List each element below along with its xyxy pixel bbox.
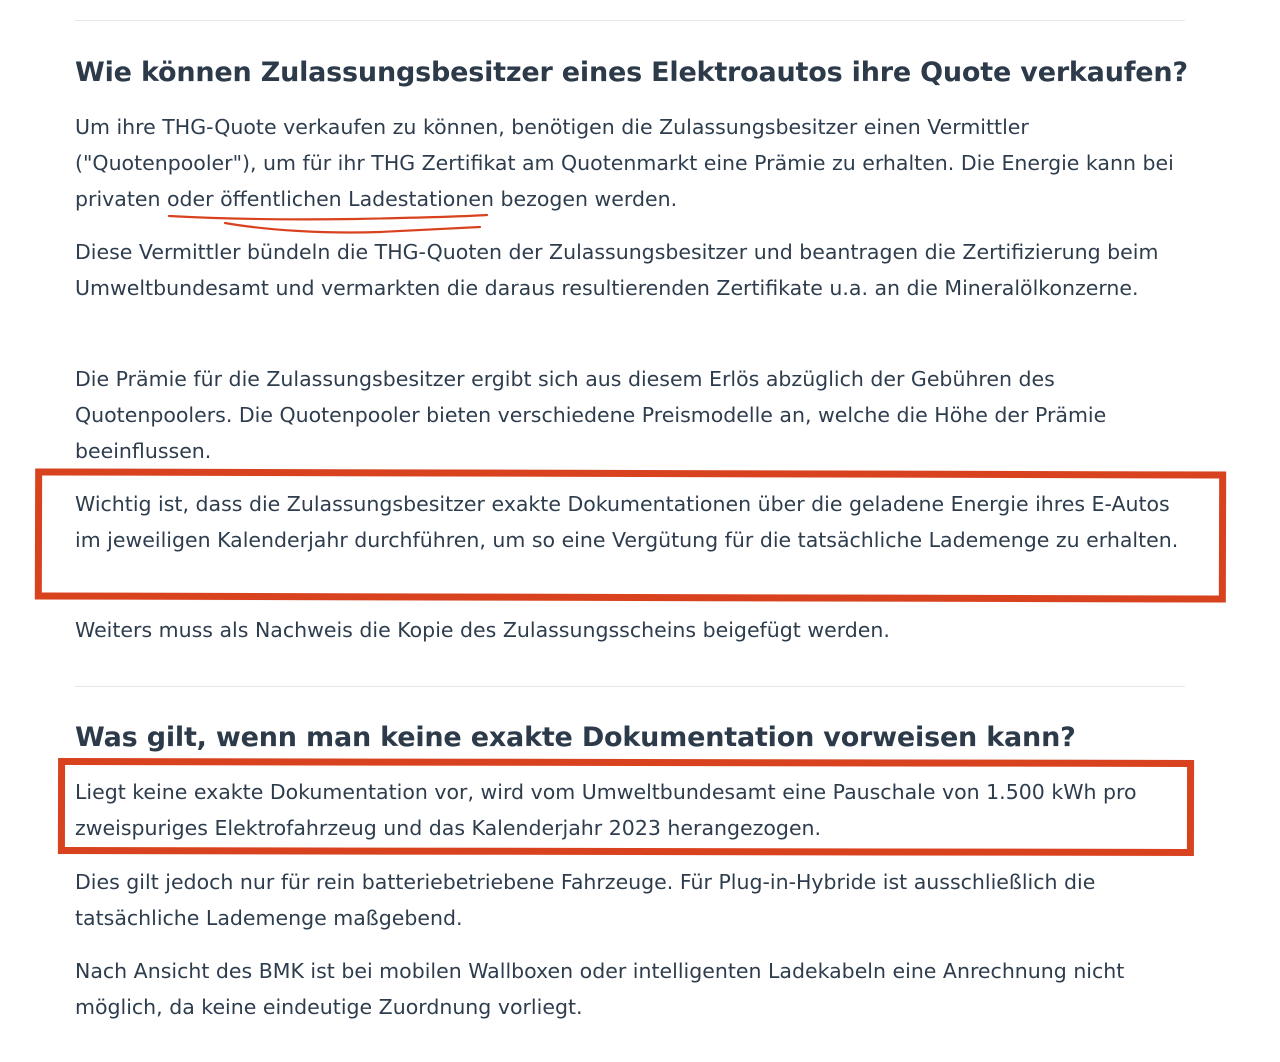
paragraph-bmk: Nach Ansicht des BMK ist bei mobilen Wallboxen oder intelligenten Ladekabeln eine Anrechnung nicht möglich, da keine eindeutige Zuordnung vorliegt. <box>75 959 1125 1019</box>
paragraph-pauschale: Liegt keine exakte Dokumentation vor, wird vom Umweltbundesamt eine Pauschale von 1.500 kWh pro zweispuriges Elektrofahrzeug und das Kalenderjahr 2023 herangezogen. <box>75 780 1137 840</box>
paragraph-nachweis: Weiters muss als Nachweis die Kopie des Zulassungsscheins beigefügt werden. <box>75 618 890 642</box>
paragraph-quotenpooler: Um ihre THG-Quote verkaufen zu können, benötigen die Zulassungsbesitzer einen Vermittler ("Quotenpooler"), um für ihr THG Zertifikat am Quotenmarkt eine Prämie zu erhalten. Die Energie kann bei privaten oder öffentlichen Ladestationen bezogen werden. <box>75 115 1174 211</box>
highlight-box-dokumentation <box>35 468 1226 602</box>
paragraph-praemie: Die Prämie für die Zulassungsbesitzer ergibt sich aus diesem Erlös abzüglich der Gebühren des Quotenpoolers. Die Quotenpooler bieten verschiedene Preismodelle an, welche die Höhe der Prämie beeinflussen. <box>75 367 1107 463</box>
paragraph-batteriebetrieben: Dies gilt jedoch nur für rein batteriebetriebene Fahrzeuge. Für Plug-in-Hybride ist ausschließlich die tatsächliche Lademenge maßgebend. <box>75 870 1096 930</box>
paragraph-vermittler: Diese Vermittler bündeln die THG-Quoten der Zulassungsbesitzer und beantragen die Zertifizierung beim Umweltbundesamt und vermarkten die daraus resultierenden Zertifikate u.a. an die Mineralölkonzerne. <box>75 240 1159 300</box>
highlight-box-pauschale <box>58 758 1194 856</box>
paragraph-dokumentation-wichtig: Wichtig ist, dass die Zulassungsbesitzer exakte Dokumentationen über die geladene Energie ihres E-Autos im jeweiligen Kalenderjahr durchführen, um so eine Vergütung für die tatsächliche Lademenge zu erhalten. <box>75 492 1179 552</box>
underline-annotation <box>165 212 490 236</box>
section-heading-no-documentation: Was gilt, wenn man keine exakte Dokumentation vorweisen kann? <box>75 722 1076 753</box>
section-divider <box>75 686 1185 687</box>
section-heading-sell-quota: Wie können Zulassungsbesitzer eines Elektroautos ihre Quote verkaufen? <box>75 57 1188 88</box>
section-divider-top <box>75 20 1185 21</box>
